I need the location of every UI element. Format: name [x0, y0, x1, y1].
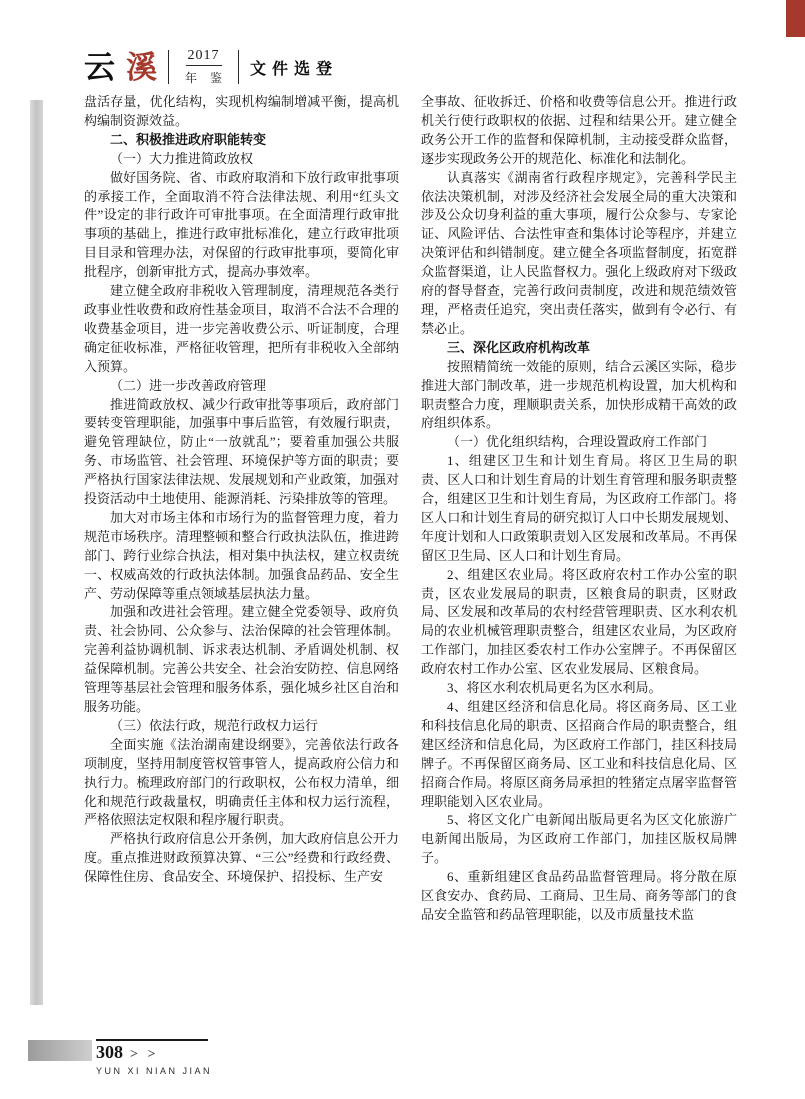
paragraph-subheading: （二）进一步改善政府管理 [110, 377, 267, 393]
paragraph-body: 2、组建区农业局。将区政府农村工作办公室的职责，区农业发展局的职责，区粮食局的职责，区财政局、区发展和改革局的农村经营管理职责、区水利农机局的农业机械管理职责整合，组建区农业局，为区政府工作部门，加挂区委农村工作办公室牌子。不再保留区政府农村工作办公室、区农业发展局、区粮食局。 [421, 566, 737, 677]
paragraph-body: 全面实施《法治湖南建设纲要》，完善依法行政各项制度，坚持用制度管权管事管人，提高政府公信力和执行力。梳理政府部门的行政职权，公布权力清单，细化和规范行政裁量权，明确责任主体和权力运行流程，严格依照法定权限和程序履行职责。 [84, 736, 399, 828]
header-divider-right [238, 50, 239, 84]
paragraph-subheading: （一）优化组织结构，合理设置政府工作部门 [447, 434, 708, 450]
page-number: 308 [96, 1042, 123, 1062]
romanized-title: YUN XI NIAN JIAN [96, 1066, 213, 1076]
page-number-arrows: > > [130, 1047, 159, 1062]
logo-character-yun: 云 [84, 49, 115, 85]
document-body [84, 93, 737, 1037]
paragraph-body: 认真落实《湖南省行政程序规定》，完善科学民主依法决策机制，对涉及经济社会发展全局的重大决策和涉及公众切身利益的重大事项，履行公众参与、专家论证、风险评估、合法性审查和集体讨论等程序，并建立决策评估和纠错制度。建立健全各项监督制度，拓宽群众监督渠道，让人民监督权力。强化上级政府对下级政府的督导督查，完善行政问责制度，改进和规范绩效管理，严格责任追究，突出责任落实，做到有令必行、有禁必止。 [421, 169, 737, 336]
paragraph-subheading: （三）依法行政，规范行政权力运行 [110, 717, 319, 733]
paragraph-body: 按照精简统一效能的原则，结合云溪区实际，稳步推进大部门制改革，进一步规范机构设置，加大机构和职责整合力度，理顺职责关系，加快形成精干高效的政府组织体系。 [421, 358, 737, 431]
footer-page-row [96, 1039, 208, 1063]
footer-gray-block [28, 1040, 92, 1061]
right-column [421, 93, 737, 1037]
section-title: 文件选登 [250, 60, 339, 78]
paragraph-subheading: （一）大力推进简政放权 [110, 150, 254, 166]
logo-character-xi: 溪 [126, 49, 157, 85]
page-header [84, 46, 338, 88]
yearbook-label: 年 鉴 [185, 71, 228, 85]
year-block [180, 48, 227, 86]
red-corner-mark [786, 0, 805, 37]
paragraph-body: 6、重新组建区食品药品监督管理局。将分散在原区食安办、食药局、工商局、卫生局、商务等部门的食品安全监管和药品管理职能，以及市质量技术监 [421, 869, 737, 922]
paragraph-body: 4、组建区经济和信息化局。将区商务局、区工业和科技信息化局的职责、区招商合作局的职责整合，组建区经济和信息化局，为区政府工作部门，挂区科技局牌子。不再保留区商务局、区工业和科技信息化局、区招商合作局。将原区商务局承担的牲猪定点屠宰监督管理职能划入区农业局。 [421, 699, 737, 809]
left-column [84, 93, 399, 1037]
year-label: 2017 [186, 48, 222, 66]
paragraph-body: 1、组建区卫生和计划生育局。将区卫生局的职责、区人口和计划生育局的计划生育管理和服务职责整合，组建区卫生和计划生育局，为区政府工作部门。将区人口和计划生育局的研究拟订人口中长期发展规划、年度计划和人口政策职责划入区发展和改革局。不再保留区卫生局、区人口和计划生育局。 [421, 453, 737, 563]
paragraph-continuation: 全事故、征收拆迁、价格和收费等信息公开。推进行政机关行使行政职权的依据、过程和结果公开。建立健全政务公开工作的监督和保障机制，主动接受群众监督，逐步实现政务公开的规范化、标准化和法制化。 [421, 94, 737, 166]
paragraph-body: 3、将区水利农机局更名为区水利局。 [447, 680, 662, 696]
paragraph-continuation: 盘活存量，优化结构，实现机构编制增减平衡，提高机构编制资源效益。 [84, 94, 399, 128]
scan-edge-shadow [30, 100, 43, 1005]
paragraph-body: 做好国务院、省、市政府取消和下放行政审批事项的承接工作，全面取消不符合法律法规、利用“红头文件”设定的非行政许可审批事项。在全面清理行政审批事项的基础上，推进行政审批标准化，建立行政审批项目目录和管理办法，对保留的行政审批事项，要简化审批程序，创新审批方式，提高办事效率。 [84, 169, 399, 280]
paragraph-body: 加强和改进社会管理。建立健全党委领导、政府负责、社会协同、公众参与、法治保障的社会管理体制。完善利益协调机制、诉求表达机制、矛盾调处机制、权益保障机制。完善公共安全、社会治安防控、信息网络管理等基层社会管理和服务体系，强化城乡社区自治和服务功能。 [84, 604, 399, 714]
header-divider-left [168, 50, 169, 84]
paragraph-body: 建立健全政府非税收入管理制度，清理规范各类行政事业性收费和政府性基金项目，取消不合法不合理的收费基金项目，进一步完善收费公示、听证制度，合理确定征收标准，严格征收管理，把所有非税收入全部纳入预算。 [84, 283, 399, 374]
paragraph-heading: 三、深化区政府机构改革 [447, 339, 591, 355]
paragraph-body: 推进简政放权、减少行政审批等事项后，政府部门要转变管理职能，加强事中事后监管，有效履行职责，避免管理缺位，防止“一放就乱”；要着重加强公共服务、市场监管、社会管理、环境保护等方面的职责；要严格执行国家法律法规、发展规划和产业政策，加强对投资活动中土地使用、能源消耗、污染排放等的管理。 [84, 396, 399, 507]
paragraph-body: 5、将区文化广电新闻出版局更名为区文化旅游广电新闻出版局，为区政府工作部门，加挂区版权局牌子。 [421, 812, 737, 866]
paragraph-heading: 二、积极推进政府职能转变 [110, 131, 267, 147]
paragraph-body: 严格执行政府信息公开条例，加大政府信息公开力度。重点推进财政预算决算、“三公”经费和行政经费、保障性住房、食品安全、环境保护、招投标、生产安 [84, 831, 399, 885]
paragraph-body: 加大对市场主体和市场行为的监督管理力度，着力规范市场秩序。清理整顿和整合行政执法队伍，推进跨部门、跨行业综合执法，相对集中执法权，建立权责统一、权威高效的行政执法体制。加强食品药品、安全生产、劳动保障等重点领域基层执法力量。 [84, 509, 399, 601]
